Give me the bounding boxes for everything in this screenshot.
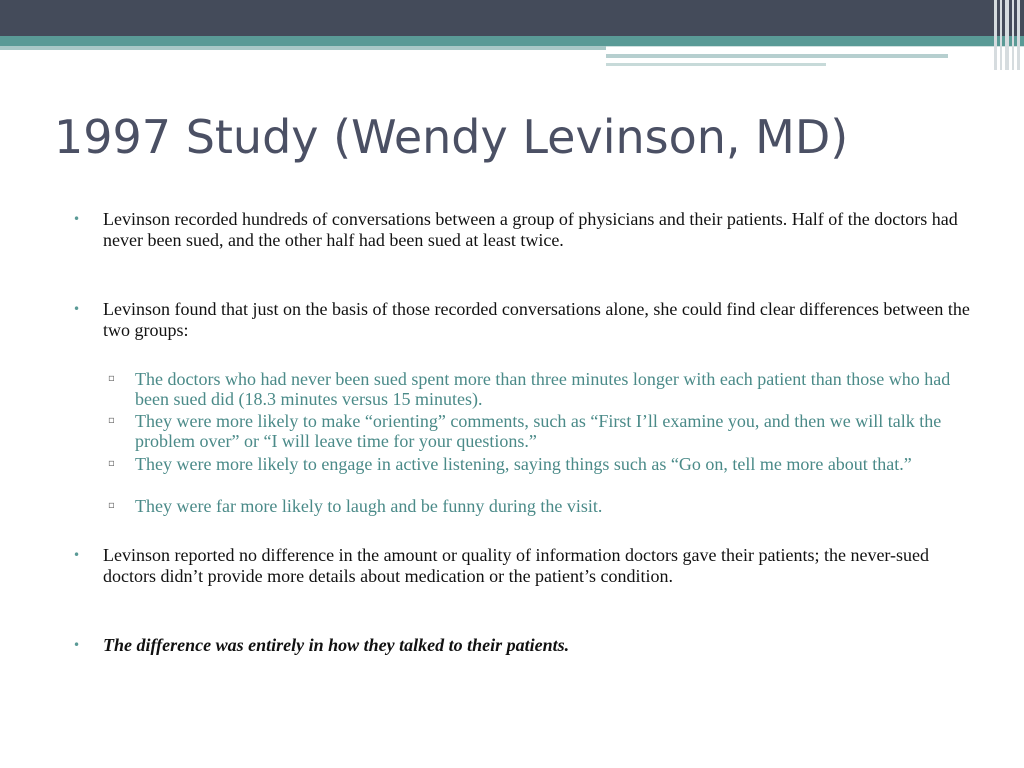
bullet-text-emphasis: The difference was entirely in how they talked to their patients. [103, 635, 570, 655]
sub-bullet-icon: ▫ [108, 500, 115, 511]
bullet-item [73, 209, 973, 250]
header-vertical-stripes [991, 0, 1024, 70]
sub-bullet-text: The doctors who had never been sued spent more than three minutes longer with each patient than those who had been sued did (18.3 minutes versus 15 minutes). [135, 369, 951, 409]
sub-bullet-icon: ▫ [108, 415, 115, 426]
header-band-dark [0, 0, 1024, 36]
header-band-teal [0, 36, 1024, 46]
bullet-item [73, 299, 973, 340]
bullet-icon: • [73, 548, 81, 562]
bullet-icon: • [73, 212, 81, 226]
bullet-text: Levinson found that just on the basis of those recorded conversations alone, she could find clear differences between the two groups: [103, 299, 970, 340]
bullet-item [73, 635, 973, 656]
sub-bullet-icon: ▫ [108, 458, 115, 469]
sub-bullet-icon: ▫ [108, 373, 115, 384]
sub-bullet-item [108, 454, 975, 474]
sub-bullet-text: They were more likely to engage in active listening, saying things such as “Go on, tell me more about that.” [135, 454, 912, 474]
header-tab-line [606, 54, 948, 58]
bullet-item [73, 545, 973, 586]
bullet-icon: • [73, 302, 81, 316]
sub-bullet-item [108, 411, 975, 451]
bullet-text: Levinson reported no difference in the amount or quality of information doctors gave their patients; the never-sued doctors didn’t provide more details about medication or the patient’s condition. [103, 545, 930, 586]
bullet-text: Levinson recorded hundreds of conversations between a group of physicians and their patients. Half of the doctors had never been sued, and the other half had been sued at least twice. [103, 209, 958, 250]
sub-bullet-text: They were far more likely to laugh and be funny during the visit. [135, 496, 603, 516]
sub-bullet-text: They were more likely to make “orienting” comments, such as “First I’ll examine you, and then we will talk the problem over” or “I will leave time for your questions.” [135, 411, 942, 451]
header-tab-line [606, 63, 826, 66]
bullet-icon: • [73, 638, 81, 652]
sub-bullet-item [108, 369, 975, 409]
sub-bullet-item [108, 496, 975, 516]
slide-title: 1997 Study (Wendy Levinson, MD) [54, 110, 849, 164]
